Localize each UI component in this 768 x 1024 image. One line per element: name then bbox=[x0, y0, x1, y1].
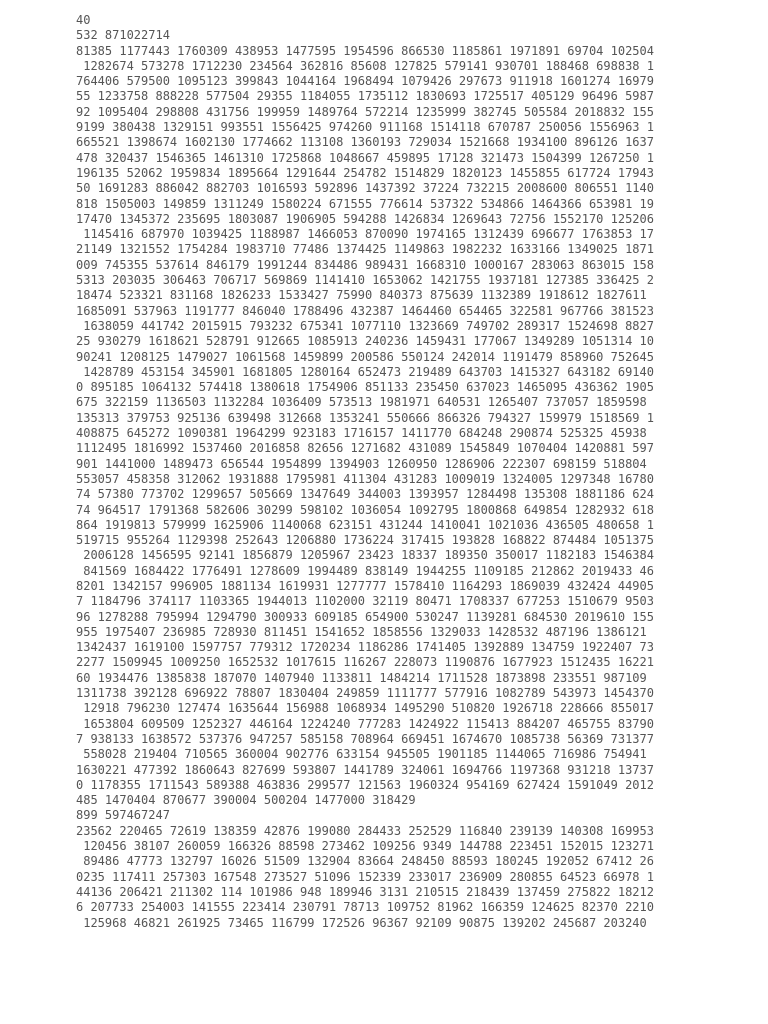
text-line: 955 1975407 236985 728930 811451 1541652 1858556 1329033 1428532 487196 1386121 bbox=[76, 624, 647, 639]
text-line: 1653804 609509 1252327 446164 1224240 777283 1424922 115413 884207 465755 83790 bbox=[76, 716, 654, 731]
text-line: 485 1470404 870677 390004 500204 1477000 318429 bbox=[76, 793, 416, 808]
text-line: 1112495 1816992 1537460 2016858 82656 1271682 431089 1545849 1070404 1420881 597 bbox=[76, 441, 654, 456]
text-line: 81385 1177443 1760309 438953 1477595 1954596 866530 1185861 1971891 69704 102504 bbox=[76, 43, 654, 58]
text-line: 818 1505003 149859 1311249 1580224 671555 776614 537322 534866 1464366 653981 19 bbox=[76, 196, 654, 211]
text-line: 408875 645272 1090381 1964299 923183 1716157 1411770 684248 290874 525325 45938 bbox=[76, 426, 647, 441]
text-line: 5313 203035 306463 706717 569869 1141410 1653062 1421755 1937181 127385 336425 2 bbox=[76, 273, 654, 288]
text-line: 7 1184796 374117 1103365 1944013 1102000 32119 80471 1708337 677253 1510679 9503 bbox=[76, 594, 654, 609]
text-line: 196135 52062 1959834 1895664 1291644 254782 1514829 1820123 1455855 617724 17943 bbox=[76, 165, 654, 180]
text-line: 532 871022714 bbox=[76, 28, 170, 43]
text-line: 74 57380 773702 1299657 505669 1347649 344003 1393957 1284498 135308 1881186 624 bbox=[76, 487, 654, 502]
text-line: 1638059 441742 2015915 793232 675341 1077110 1323669 749702 289317 1524698 8827 bbox=[76, 318, 654, 333]
text-line: 675 322159 1136503 1132284 1036409 573513 1981971 640531 1265407 737057 1859598 bbox=[76, 395, 647, 410]
text-line: 12918 796230 127474 1635644 156988 1068934 1495290 510820 1926718 228666 855017 bbox=[76, 701, 654, 716]
text-line: 1428789 453154 345901 1681805 1280164 652473 219489 643703 1415327 643182 69140 bbox=[76, 364, 654, 379]
text-line: 901 1441000 1489473 656544 1954899 1394903 1260950 1286906 222307 698159 518804 bbox=[76, 456, 647, 471]
text-line: 25 930279 1618621 528791 912665 1085913 240236 1459431 177067 1349289 1051314 10 bbox=[76, 334, 654, 349]
text-line: 764406 579500 1095123 399843 1044164 1968494 1079426 297673 911918 1601274 16979 bbox=[76, 74, 654, 89]
text-line: 120456 38107 260059 166326 88598 273462 109256 9349 144788 223451 152015 123271 bbox=[76, 839, 654, 854]
text-line: 74 964517 1791368 582606 30299 598102 1036054 1092795 1800868 649854 1282932 618 bbox=[76, 502, 654, 517]
text-line: 0235 117411 257303 167548 273527 51096 152339 233017 236909 280855 64523 66978 1 bbox=[76, 869, 654, 884]
text-line: 558028 219404 710565 360004 902776 633154 945505 1901185 1144065 716986 754941 bbox=[76, 747, 647, 762]
text-line: 8201 1342157 996905 1881134 1619931 1277777 1578410 1164293 1869039 432424 44905 bbox=[76, 578, 654, 593]
text-line: 1282674 573278 1712230 234564 362816 85608 127825 579141 930701 188468 698838 1 bbox=[76, 58, 654, 73]
text-line: 864 1919813 579999 1625906 1140068 623151 431244 1410041 1021036 436505 480658 1 bbox=[76, 517, 654, 532]
text-line: 665521 1398674 1602130 1774662 113108 1360193 729034 1521668 1934100 896126 1637 bbox=[76, 135, 654, 150]
text-line: 50 1691283 886042 882703 1016593 592896 1437392 37224 732215 2008600 806551 1140 bbox=[76, 181, 654, 196]
text-line: 7 938133 1638572 537376 947257 585158 708964 669451 1674670 1085738 56369 731377 bbox=[76, 731, 654, 746]
text-line: 96 1278288 795994 1294790 300933 609185 654900 530247 1139281 684530 2019610 155 bbox=[76, 609, 654, 624]
text-line: 841569 1684422 1776491 1278609 1994489 838149 1944255 1109185 212862 2019433 46 bbox=[76, 563, 654, 578]
text-line: 17470 1345372 235695 1803087 1906905 594288 1426834 1269643 72756 1552170 125206 bbox=[76, 211, 654, 226]
text-line: 23562 220465 72619 138359 42876 199080 284433 252529 116840 239139 140308 169953 bbox=[76, 823, 654, 838]
text-line: 2277 1509945 1009250 1652532 1017615 116267 228073 1190876 1677923 1512435 16221 bbox=[76, 655, 654, 670]
text-line: 60 1934476 1385838 187070 1407940 1133811 1484214 1711528 1873898 233551 987109 bbox=[76, 670, 647, 685]
text-line: 1311738 392128 696922 78807 1830404 249859 1111777 577916 1082789 543973 1454370 bbox=[76, 686, 654, 701]
document-text bbox=[76, 13, 768, 931]
text-line: 553057 458358 312062 1931888 1795981 411304 431283 1009019 1324005 1297348 16780 bbox=[76, 471, 654, 486]
text-line: 009 745355 537614 846179 1991244 834486 989431 1668310 1000167 283063 863015 158 bbox=[76, 257, 654, 272]
text-line: 1145416 687970 1039425 1188987 1466053 870090 1974165 1312439 696677 1763853 17 bbox=[76, 227, 654, 242]
text-line: 92 1095404 298808 431756 199959 1489764 572214 1235999 382745 505584 2018832 155 bbox=[76, 104, 654, 119]
text-line: 0 895185 1064132 574418 1380618 1754906 851133 235450 637023 1465095 436362 1905 bbox=[76, 380, 654, 395]
text-line: 0 1178355 1711543 589388 463836 299577 121563 1960324 954169 627424 1591049 2012 bbox=[76, 777, 654, 792]
text-line: 125968 46821 261925 73465 116799 172526 96367 92109 90875 139202 245687 203240 bbox=[76, 915, 647, 930]
text-line: 55 1233758 888228 577504 29355 1184055 1735112 1830693 1725517 405129 96496 5987 bbox=[76, 89, 654, 104]
text-line: 40 bbox=[76, 13, 91, 27]
text-line: 899 597467247 bbox=[76, 808, 170, 823]
text-line: 135313 379753 925136 639498 312668 1353241 550666 866326 794327 159979 1518569 1 bbox=[76, 410, 654, 425]
text-line: 519715 955264 1129398 252643 1206880 1736224 317415 193828 168822 874484 1051375 bbox=[76, 533, 654, 548]
text-line: 21149 1321552 1754284 1983710 77486 1374425 1149863 1982232 1633166 1349025 1871 bbox=[76, 242, 654, 257]
text-line: 18474 523321 831168 1826233 1533427 75990 840373 875639 1132389 1918612 1827611 bbox=[76, 288, 647, 303]
text-line: 90241 1208125 1479027 1061568 1459899 200586 550124 242014 1191479 858960 752645 bbox=[76, 349, 654, 364]
text-line: 1685091 537963 1191777 846040 1788496 432387 1464460 654465 322581 967766 381523 bbox=[76, 303, 654, 318]
text-line: 89486 47773 132797 16026 51509 132904 83664 248450 88593 180245 192052 67412 26 bbox=[76, 854, 654, 869]
text-line: 6 207733 254003 141555 223414 230791 78713 109752 81962 166359 124625 82370 2210 bbox=[76, 900, 654, 915]
text-line: 44136 206421 211302 114 101986 948 189946 3131 210515 218439 137459 275822 18212 bbox=[76, 884, 654, 899]
text-line: 1630221 477392 1860643 827699 593807 1441789 324061 1694766 1197368 931218 13737 bbox=[76, 762, 654, 777]
text-line: 478 320437 1546365 1461310 1725868 1048667 459895 17128 321473 1504399 1267250 1 bbox=[76, 150, 654, 165]
text-line: 2006128 1456595 92141 1856879 1205967 23423 18337 189350 350017 1182183 1546384 bbox=[76, 548, 654, 563]
text-line: 9199 380438 1329151 993551 1556425 974260 911168 1514118 670787 250056 1556963 1 bbox=[76, 120, 654, 135]
text-line: 1342437 1619100 1597757 779312 1720234 1186286 1741405 1392889 134759 1922407 73 bbox=[76, 640, 654, 655]
